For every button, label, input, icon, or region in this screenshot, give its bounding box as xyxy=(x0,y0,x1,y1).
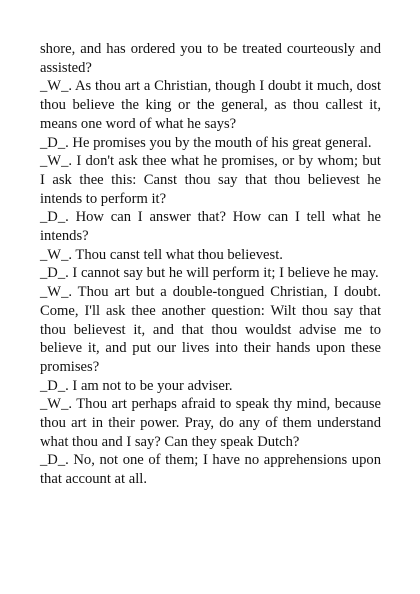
paragraph-6: _W_. Thou canst tell what thou believest. xyxy=(40,246,283,263)
paragraph-3: _D_. He promises you by the mouth of his great general. xyxy=(40,134,372,151)
paragraph-11: _D_. No, not one of them; I have no apprehensions upon that account at all. xyxy=(40,452,381,488)
paragraph-8: _W_. Thou art but a double-tongued Christian, I doubt. Come, I'll ask thee another question: Wilt thou say that thou believest it, and that thou wouldst advise me to believe it, and put our lives into their hands upon these promises? xyxy=(40,284,381,375)
paragraph-5: _D_. How can I answer that? How can I tell what he intends? xyxy=(40,209,381,245)
paragraph-7: _D_. I cannot say but he will perform it; I believe he may. xyxy=(40,265,379,282)
paragraph-4: _W_. I don't ask thee what he promises, or by whom; but I ask thee this: Canst thou say that thou believest he intends to perform it? xyxy=(40,153,381,207)
paragraph-1: shore, and has ordered you to be treated courteously and assisted? xyxy=(40,41,381,76)
paragraph-2: _W_. As thou art a Christian, though I doubt it much, dost thou believe the king or the general, as thou callest it, means one word of what he says? xyxy=(40,78,381,132)
paragraph-9: _D_. I am not to be your adviser. xyxy=(40,377,233,394)
document-page xyxy=(40,40,381,489)
paragraph-10: _W_. Thou art perhaps afraid to speak thy mind, because thou art in their power. Pray, do any of them understand what thou and I say? Can they speak Dutch? xyxy=(40,396,381,450)
